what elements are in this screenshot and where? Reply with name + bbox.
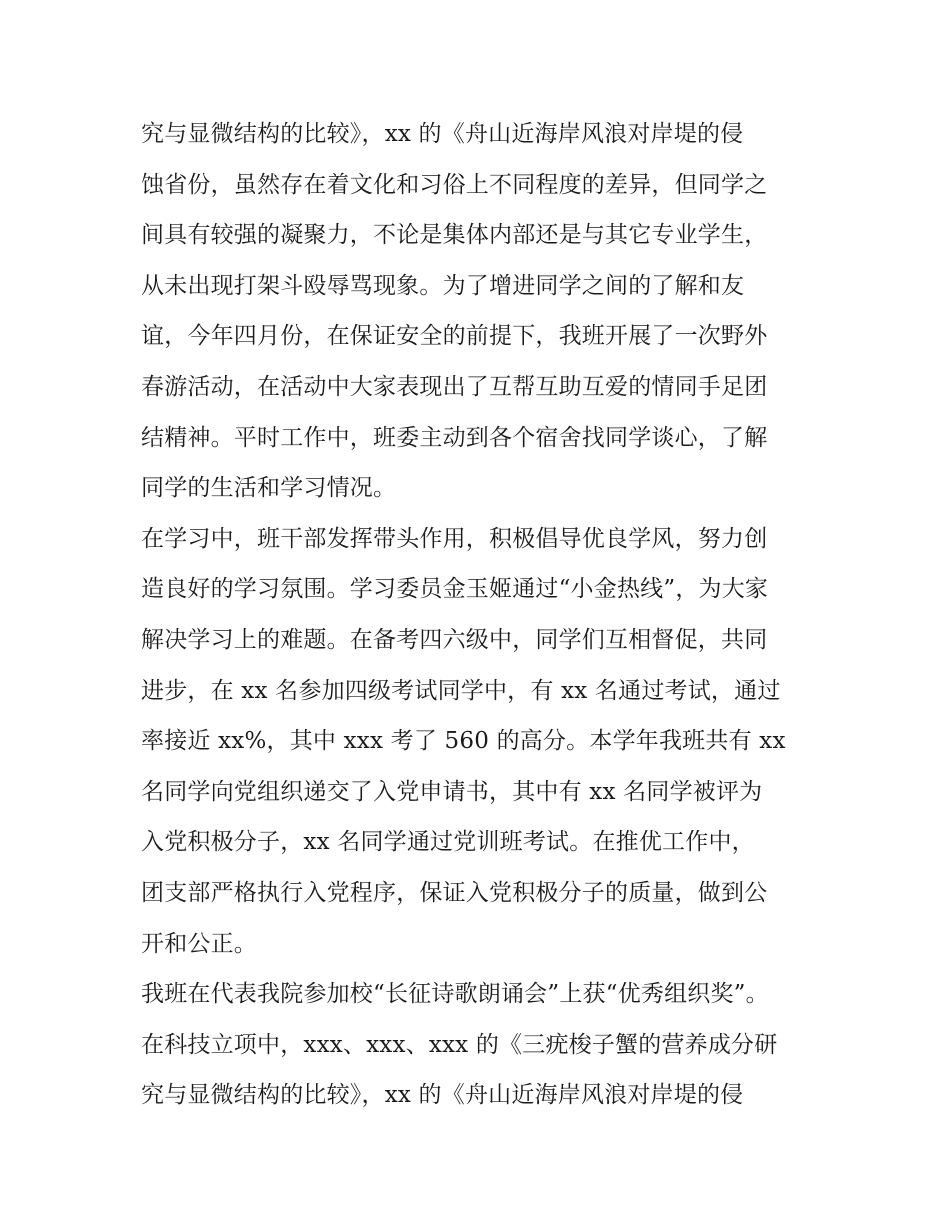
text-line: 我班在代表我院参加校“长征诗歌朗诵会”上获“优秀组织奖”。 bbox=[141, 981, 769, 1008]
text-line: 解决学习上的难题。在备考四六级中，同学们互相督促，共同 bbox=[141, 626, 768, 653]
text-line: 春游活动，在活动中大家表现出了互帮互助互爱的情同手足团 bbox=[141, 373, 768, 400]
text-line: 名同学向党组织递交了入党申请书，其中有 xx 名同学被评为 bbox=[141, 778, 763, 805]
text-line: 间具有较强的凝聚力，不论是集体内部还是与其它专业学生， bbox=[141, 222, 768, 249]
text-line: 造良好的学习氛围。学习委员金玉姬通过“小金热线”，为大家 bbox=[141, 576, 769, 603]
text-line: 开和公正。 bbox=[141, 930, 257, 957]
text-line: 团支部严格执行入党程序，保证入党积极分子的质量，做到公 bbox=[141, 879, 768, 906]
text-line: 进步，在 xx 名参加四级考试同学中，有 xx 名通过考试，通过 bbox=[141, 677, 781, 704]
text-line: 究与显微结构的比较》，xx 的《舟山近海岸风浪对岸堤的侵 bbox=[141, 121, 744, 147]
text-line: 结精神。平时工作中，班委主动到各个宿舍找同学谈心，了解 bbox=[141, 424, 768, 451]
text-line: 率接近 xx%，其中 xxx 考了 560 的高分。本学年我班共有 xx bbox=[141, 728, 786, 755]
text-line: 在学习中，班干部发挥带头作用，积极倡导优良学风，努力创 bbox=[141, 525, 768, 552]
text-line: 在科技立项中，xxx、xxx、xxx 的《三疣梭子蟹的营养成分研 bbox=[141, 1031, 778, 1058]
text-line: 同学的生活和学习情况。 bbox=[141, 475, 397, 502]
text-line: 入党积极分子，xx 名同学通过党训班考试。在推优工作中， bbox=[141, 829, 755, 856]
text-line: 谊，今年四月份，在保证安全的前提下，我班开展了一次野外 bbox=[141, 323, 768, 350]
text-line: 究与显微结构的比较》，xx 的《舟山近海岸风浪对岸堤的侵 bbox=[141, 1082, 744, 1109]
text-line: 蚀省份，虽然存在着文化和习俗上不同程度的差异，但同学之 bbox=[141, 171, 768, 198]
text-line: 从未出现打架斗殴辱骂现象。为了增进同学之间的了解和友 bbox=[141, 272, 745, 299]
body-text bbox=[141, 109, 821, 1121]
